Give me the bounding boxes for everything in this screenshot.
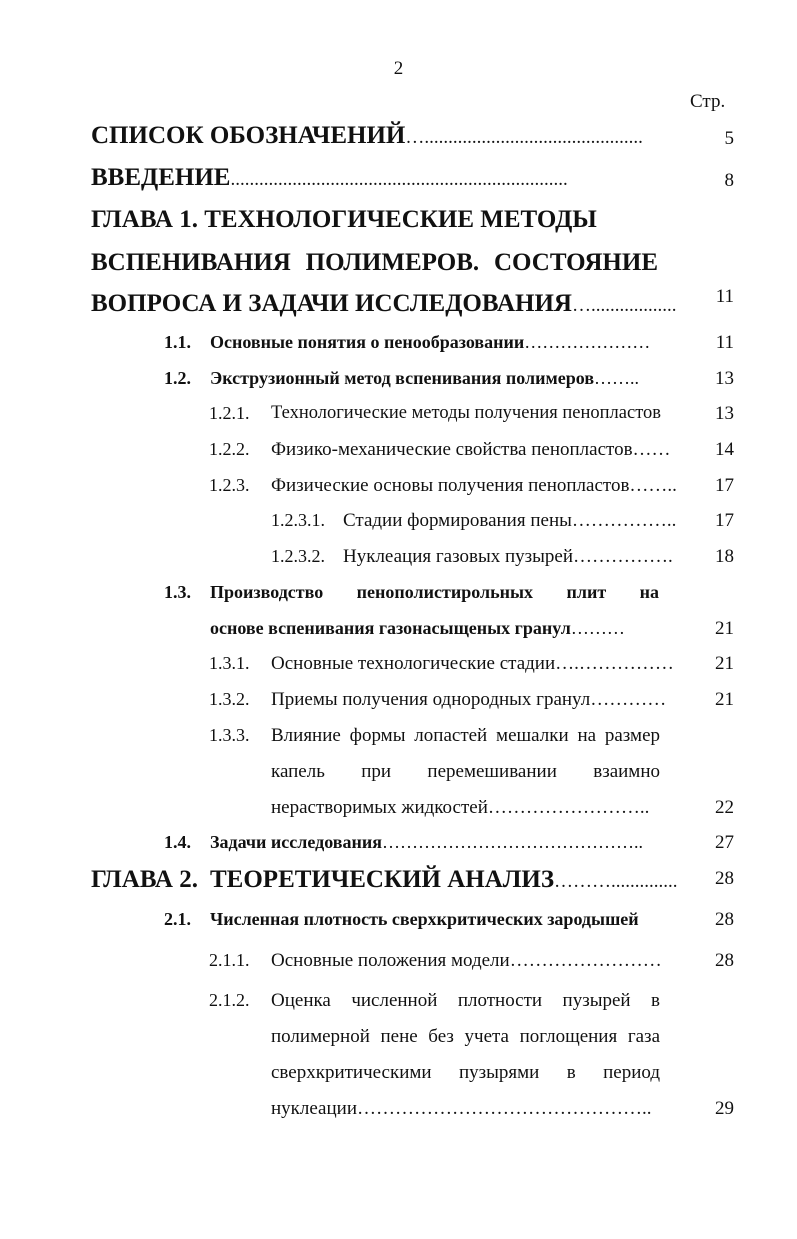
toc-number: ГЛАВА 2. bbox=[91, 866, 198, 893]
page-number: 2 bbox=[393, 58, 404, 79]
toc-page: 8 bbox=[724, 170, 734, 191]
toc-title-line: сверхкритическими пузырями в период bbox=[271, 1062, 660, 1083]
toc-title: Экструзионный метод вспенивания полимеров…….. bbox=[210, 368, 640, 388]
toc-title: Физико-механические свойства пенопластов…… bbox=[271, 439, 671, 460]
toc-title-line: Влияние формы лопастей мешалки на размер bbox=[271, 725, 660, 746]
toc-page: 13 bbox=[715, 403, 734, 424]
toc-title-line: капель при перемешивании взаимно bbox=[271, 761, 660, 782]
toc-number: 1.2.3. bbox=[209, 475, 250, 495]
toc-title: ВВЕДЕНИЕ....................................................................... bbox=[91, 164, 568, 191]
toc-title: Стадии формирования пены…………….. bbox=[343, 510, 677, 531]
toc-number: 1.2. bbox=[164, 368, 191, 388]
toc-title: Основные технологические стадии….…………… bbox=[271, 653, 674, 674]
toc-title: Численная плотность сверхкритических зародышей bbox=[210, 909, 639, 929]
toc-number: 2.1. bbox=[164, 909, 191, 929]
toc-title: Основные понятия о пенообразовании………………… bbox=[210, 332, 651, 352]
toc-number: 2.1.1. bbox=[209, 950, 250, 970]
toc-number: 1.2.2. bbox=[209, 439, 250, 459]
toc-page: 17 bbox=[715, 510, 734, 531]
toc-title-line: нуклеации……………………………………….. bbox=[271, 1098, 652, 1119]
toc-number: 1.3.1. bbox=[209, 653, 250, 673]
toc-title-line: нерастворимых жидкостей…………………….. bbox=[271, 797, 650, 818]
toc-page: 11 bbox=[715, 332, 734, 353]
toc-page: 28 bbox=[715, 950, 734, 971]
toc-title: Основные положения модели…………………… bbox=[271, 950, 662, 971]
toc-page: 5 bbox=[724, 128, 734, 149]
toc-title-line: Оценка численной плотности пузырей в bbox=[271, 990, 660, 1011]
toc-title: ТЕОРЕТИЧЕСКИЙ АНАЛИЗ……….............. bbox=[210, 866, 678, 893]
toc-title: Приемы получения однородных гранул………… bbox=[271, 689, 667, 710]
toc-page: 21 bbox=[715, 689, 734, 710]
toc-title-line: ВСПЕНИВАНИЯ ПОЛИМЕРОВ. СОСТОЯНИЕ bbox=[91, 249, 658, 276]
toc-number: 2.1.2. bbox=[209, 990, 250, 1010]
toc-page: 11 bbox=[715, 286, 734, 307]
toc-title: Физические основы получения пенопластов…….. bbox=[271, 475, 677, 496]
toc-title: Технологические методы получения пенопластов bbox=[271, 403, 662, 423]
toc-title-line: полимерной пене без учета поглощения газа bbox=[271, 1026, 660, 1047]
toc-title: Нуклеация газовых пузырей……………. bbox=[343, 546, 673, 567]
toc-title: СПИСОК ОБОЗНАЧЕНИЙ….............................................. bbox=[91, 122, 643, 149]
toc-page: 27 bbox=[715, 832, 734, 853]
toc-page: 28 bbox=[715, 868, 734, 889]
toc-number: 1.3.2. bbox=[209, 689, 250, 709]
toc-title-line: ГЛАВА 1. ТЕХНОЛОГИЧЕСКИЕ МЕТОДЫ bbox=[91, 206, 597, 233]
toc-page: 21 bbox=[715, 618, 734, 639]
toc-number: 1.3. bbox=[164, 582, 191, 602]
toc-page: 29 bbox=[715, 1098, 734, 1119]
toc-number: 1.4. bbox=[164, 832, 191, 852]
toc-page: 13 bbox=[715, 368, 734, 389]
toc-page: 21 bbox=[715, 653, 734, 674]
pages-column-header: Стр. bbox=[690, 91, 726, 112]
toc-page: 14 bbox=[715, 439, 734, 460]
toc-title-line: Производство пенополистирольных плит на bbox=[210, 582, 659, 602]
toc-page: 28 bbox=[715, 909, 734, 930]
toc-number: 1.1. bbox=[164, 332, 191, 352]
toc-number: 1.2.3.2. bbox=[271, 546, 325, 566]
toc-page: 22 bbox=[715, 797, 734, 818]
toc-number: 1.2.3.1. bbox=[271, 510, 325, 530]
toc-title: Задачи исследования…………………………………….. bbox=[210, 832, 643, 852]
toc-page: 17 bbox=[715, 475, 734, 496]
toc-number: 1.3.3. bbox=[209, 725, 250, 745]
toc-title-line: основе вспенивания газонасыщеных гранул……… bbox=[210, 618, 625, 638]
toc-title-line: ВОПРОСА И ЗАДАЧИ ИССЛЕДОВАНИЯ….................. bbox=[91, 290, 677, 317]
toc-page: 18 bbox=[715, 546, 734, 567]
toc-number: 1.2.1. bbox=[209, 403, 250, 423]
